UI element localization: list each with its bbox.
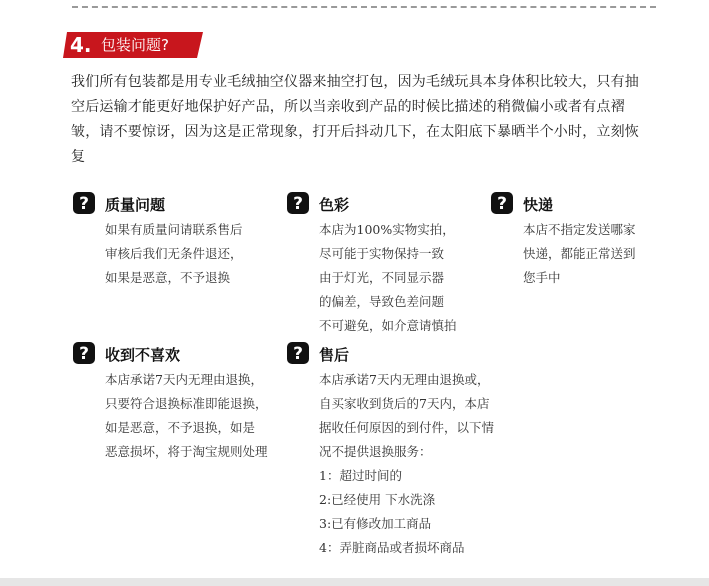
svg-text:?: ? xyxy=(79,194,89,214)
svg-text:?: ? xyxy=(497,194,507,214)
item-line: 由于灯光，不同显示器 xyxy=(319,270,445,285)
svg-text:?: ? xyxy=(293,194,303,214)
item-body xyxy=(105,218,243,290)
item-line: 快递，都能正常送到 xyxy=(523,246,636,261)
item-line: 本店承诺7天内无理由退换， xyxy=(105,372,263,387)
item-title: 售后 xyxy=(319,346,350,364)
svg-text:?: ? xyxy=(293,344,303,364)
item-line: 本店承诺7天内无理由退换或， xyxy=(319,372,490,387)
item-body xyxy=(319,218,457,338)
item-line: 1：超过时间的 xyxy=(319,468,402,483)
item-body xyxy=(319,368,494,560)
section-number: 4. xyxy=(70,33,92,57)
item-line: 恶意损坏，将于淘宝规则处理 xyxy=(105,444,268,459)
item-line: 尽可能于实物保持一致 xyxy=(319,246,445,261)
bottom-border xyxy=(0,578,709,586)
item-title: 质量问题 xyxy=(105,196,166,214)
item-line: 您手中 xyxy=(523,270,561,285)
item-line: 如果有质量问请联系售后 xyxy=(105,222,243,237)
item-line: 2:已经使用 下水洗涤 xyxy=(319,492,436,507)
item-line: 如是恶意，不予退换，如是 xyxy=(105,420,256,435)
question-mark-icon xyxy=(73,342,95,364)
question-mark-icon xyxy=(287,192,309,214)
item-title: 收到不喜欢 xyxy=(105,346,181,364)
item-body xyxy=(523,218,636,290)
item-line: 审核后我们无条件退还， xyxy=(105,246,243,261)
item-line: 本店不指定发送哪家 xyxy=(523,222,636,237)
section-title: 包装问题? xyxy=(101,36,169,54)
item-line: 本店为100%实物实拍， xyxy=(319,222,455,237)
item-line: 如果是恶意，不予退换 xyxy=(105,270,231,285)
dashed-divider xyxy=(72,6,656,8)
question-mark-icon xyxy=(73,192,95,214)
intro-paragraph: 我们所有包装都是用专业毛绒抽空仪器来抽空打包，因为毛绒玩具本身体积比较大，只有抽空后运输才能更好地保护好产品，所以当亲收到产品的时候比描述的稍微偏小或者有点褶皱，请不要惊讶，因为这是正常现象，打开后抖动几下，在太阳底下暴晒半个小时，立刻恢复 xyxy=(71,74,639,165)
item-line: 只要符合退换标准即能退换， xyxy=(105,396,268,411)
svg-text:?: ? xyxy=(79,344,89,364)
item-line: 况不提供退换服务： xyxy=(319,444,432,459)
item-line: 3:已有修改加工商品 xyxy=(319,516,432,531)
item-title: 快递 xyxy=(523,196,554,214)
item-line: 4：弄脏商品或者损坏商品 xyxy=(319,540,465,555)
item-title: 色彩 xyxy=(319,196,350,214)
item-line: 自买家收到货后的7天内，本店 xyxy=(319,396,490,411)
item-line: 的偏差，导致色差问题 xyxy=(319,294,445,309)
question-mark-icon xyxy=(287,342,309,364)
section-banner xyxy=(63,32,203,58)
item-line: 据收任何原因的到付件，以下情 xyxy=(319,420,495,435)
item-body xyxy=(105,368,268,464)
question-mark-icon xyxy=(491,192,513,214)
item-line: 不可避免，如介意请慎拍 xyxy=(319,318,457,333)
